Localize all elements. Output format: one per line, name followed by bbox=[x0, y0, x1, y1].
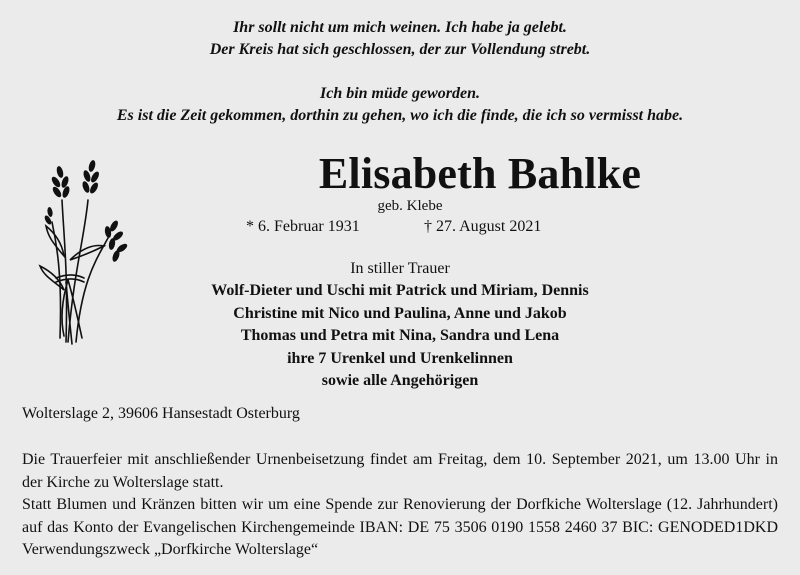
mourners-list bbox=[0, 280, 800, 393]
poem-line: Ich bin müde geworden. bbox=[319, 85, 480, 102]
address: Wolterslage 2, 39606 Hansestadt Osterburg bbox=[22, 405, 300, 422]
poem-line: Es ist die Zeit gekommen, dorthin zu gehen, wo ich die finde, die ich so vermisst habe. bbox=[116, 107, 684, 124]
mourning-intro: In stiller Trauer bbox=[350, 260, 450, 277]
poem-line: Der Kreis hat sich geschlossen, der zur Vollendung strebt. bbox=[209, 41, 591, 58]
poem-stanza-2 bbox=[0, 83, 800, 127]
poem-line: Ihr sollt nicht um mich weinen. Ich habe ja gelebt. bbox=[233, 19, 567, 36]
funeral-info bbox=[22, 449, 778, 562]
death-date: † 27. August 2021 bbox=[424, 218, 542, 235]
birth-date: * 6. Februar 1931 bbox=[246, 218, 360, 235]
mourner-line: sowie alle Angehörigen bbox=[321, 372, 479, 389]
mourner-line: Christine mit Nico und Paulina, Anne und Jakob bbox=[233, 304, 567, 322]
maiden-name: geb. Klebe bbox=[377, 198, 443, 214]
deceased-name: Elisabeth Bahlke bbox=[318, 149, 642, 198]
poem-stanza-1 bbox=[0, 17, 800, 61]
mourner-line: Wolf-Dieter und Uschi mit Patrick und Miriam, Dennis bbox=[211, 282, 589, 299]
mourner-line: ihre 7 Urenkel und Urenkelinnen bbox=[287, 349, 513, 367]
ceremony-text: Die Trauerfeier mit anschließender Urnenbeisetzung findet am Freitag, dem 10. September 2021, um 13.00 Uhr in der Kirche zu Wolterslage statt. bbox=[22, 451, 778, 491]
mourner-line: Thomas und Petra mit Nina, Sandra und Lena bbox=[240, 327, 560, 344]
donation-text: Statt Blumen und Kränzen bitten wir um eine Spende zur Renovierung der Dorfkiche Wolterslage (12. Jahrhundert) auf das Konto der Evangelischen Kirchengemeinde IBAN: DE 75 3506 0190 1558 2460 37 BIC: GENODED1DKD Verwendungszweck „Dorfkirche Wolterslage“ bbox=[22, 496, 778, 558]
